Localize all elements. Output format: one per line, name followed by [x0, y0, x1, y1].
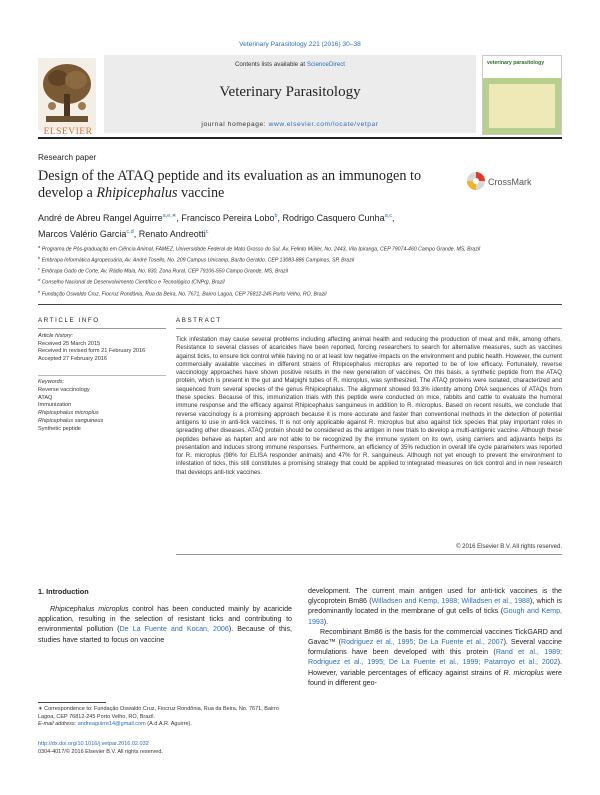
article-info-rule	[38, 328, 166, 329]
homepage-link[interactable]: www.elsevier.com/locate/vetpar	[268, 121, 379, 128]
author-separator: ,	[176, 213, 182, 223]
abstract-heading: ABSTRACT	[176, 317, 222, 324]
reference-link[interactable]: De La Fuente and Kocan, 2006	[119, 625, 229, 634]
intro-text: development. The current main antigen used for anti-tick vaccines is the glycoprotein Bm86 (	[308, 587, 562, 606]
author-name[interactable]: Francisco Pereira Lobo	[181, 213, 275, 223]
affiliation	[38, 254, 562, 265]
title-line-2-italic: Rhipicephalus	[96, 184, 178, 201]
email-suffix: (A.d.A.R. Aguirre).	[145, 721, 192, 728]
journal-header	[38, 55, 562, 141]
reference-link[interactable]: Rodriguez et al., 1995; De La Fuente et al., 2007	[340, 638, 504, 647]
author-affiliation-marker: a,e,∗	[162, 213, 177, 219]
abstract-copyright: © 2016 Elsevier B.V. All rights reserved.	[456, 544, 562, 550]
affiliation	[38, 243, 562, 254]
author-name[interactable]: Renato Andreotti	[138, 228, 206, 239]
correspondence-text: ∗ Correspondence to: Fundação Oswaldo Cruz, Fiocruz Rondônia, Rua da Beira, No. 7671, Bairro Lagoa, CEP 76812-245 Porto Velho, RO, Brazil.	[38, 706, 279, 720]
email-label: E-mail address:	[38, 721, 78, 728]
history-label: Article history:	[38, 333, 74, 339]
keyword-item: Immunization	[38, 402, 72, 409]
affiliation-marker: d	[38, 277, 41, 283]
journal-homepage	[104, 121, 476, 128]
email-line	[38, 721, 292, 729]
affiliation-marker: a	[38, 244, 41, 249]
intro-text: control has been conducted mainly by acaricide application, resulting in the selection of resistant ticks and contributing to environmental pollution (	[38, 605, 293, 634]
abstract-end-rule	[176, 554, 562, 555]
author-name[interactable]: Rodrigo Casquero Cunha	[282, 213, 385, 223]
contents-prefix: Contents lists available at	[234, 61, 307, 68]
introduction-heading: 1. Introduction	[38, 587, 89, 596]
journal-cover-image	[482, 55, 562, 135]
author-separator: ,	[277, 213, 283, 223]
journal-title: Veterinary Parasitology	[219, 84, 361, 100]
keyword-item: ATAQ	[38, 394, 53, 401]
crossmark-icon	[466, 170, 562, 192]
author-list	[38, 210, 558, 241]
sciencedirect-link[interactable]: ScienceDirect	[306, 61, 346, 68]
contents-line	[104, 61, 476, 68]
article-title	[38, 168, 458, 201]
affiliation-text: Embrapa Gado de Corte, Av. Rádio Maia, No. 830, Zona Rural, CEP 79106-550 Campo Grande, MS, Brazil	[41, 269, 288, 276]
author-name[interactable]: Marcos Valério Garcia	[38, 228, 127, 239]
crossmark-badge[interactable]	[466, 170, 562, 192]
abstract-rule	[176, 328, 562, 329]
article-info-heading: ARTICLE INFO	[38, 317, 100, 324]
affiliation	[38, 265, 562, 276]
affiliation	[38, 276, 562, 287]
author[interactable]	[181, 213, 282, 223]
history-revised: Received in revised form 21 February 2016	[38, 348, 146, 355]
history-received: Received 25 March 2015	[38, 340, 101, 347]
intro-text: ). However, variable percentages of efficacy against strains of	[308, 658, 562, 677]
footnote-rule	[38, 702, 106, 703]
affiliation-text: Conselho Nacional de Desenvolvimento Científico e Tecnológico (CNPq), Brazil	[41, 280, 225, 287]
intro-text: ), which is predominantly located in the membrane of gut cells of ticks (	[308, 597, 562, 616]
author-affiliation-marker: c,d	[126, 228, 134, 235]
affiliation-marker: b	[38, 255, 41, 261]
intro-italic: Rhipicephalus microplus	[50, 605, 129, 613]
abstract-text	[176, 336, 562, 477]
author-separator: ,	[391, 213, 395, 223]
article-history	[38, 333, 168, 363]
intro-text: ). Several vaccine formulations have been developed with this protein (	[308, 638, 562, 657]
publisher-name: ELSEVIER	[43, 127, 93, 137]
intro-text: ).	[323, 617, 329, 626]
author[interactable]	[38, 213, 181, 223]
affiliation-marker: c	[38, 266, 40, 272]
intro-text: were found in different geo-	[308, 668, 562, 687]
title-line-2-suffix: vaccine	[177, 184, 225, 201]
keywords-rule	[38, 375, 166, 376]
journal-info-box	[104, 55, 476, 133]
intro-text: ). Because of this, studies have started to focus on vaccine	[38, 625, 292, 644]
affiliation-text: Programa de Pós-graduação em Ciência Animal, FAMEZ, Universidade Federal de Mato Grosso do Sul, Av. Felinto Müller, No. 2443, Vila Ipiranga, CEP 79074-460 Campo Grande, MS, Brazil	[41, 246, 481, 253]
keyword-item: Rhipicephalus sanguineus	[38, 417, 104, 424]
intro-italic: R. microplus	[503, 668, 544, 677]
title-line-2-prefix: develop a	[38, 184, 97, 201]
article-type: Research paper	[38, 153, 97, 162]
introduction-column-2	[308, 586, 562, 688]
reference-link[interactable]: Rand et al., 1989; Rodriguez et al., 1995; De La Fuente et al., 1999; Patarroyo et al., 2002	[308, 648, 562, 667]
header-divider	[38, 137, 562, 139]
author[interactable]	[139, 229, 209, 239]
reference-link[interactable]: Willadsen and Kemp, 1988; Willadsen et al., 1988	[371, 597, 530, 606]
doi-link[interactable]: http://dx.doi.org/10.1016/j.vetpar.2016.02.032	[38, 741, 149, 747]
correspondence-footnote	[38, 706, 292, 729]
keyword-item: Synthetic peptide	[38, 425, 81, 432]
affiliation	[38, 288, 562, 299]
paragraph	[308, 627, 562, 688]
keyword-item: Reverse vaccinology	[38, 386, 90, 393]
cover-title: veterinary parasitology	[487, 60, 545, 66]
affiliation-marker: e	[38, 288, 41, 294]
author[interactable]	[283, 213, 395, 223]
top-citation[interactable]: Veterinary Parasitology 221 (2016) 30–38	[239, 41, 361, 48]
elsevier-tree-logo	[38, 55, 96, 133]
issn-line: 0304-4017/© 2016 Elsevier B.V. All rights reserved.	[38, 749, 163, 755]
keywords-label: Keywords:	[38, 379, 65, 385]
homepage-prefix: journal homepage:	[201, 121, 269, 128]
author-affiliation-marker: b	[274, 213, 278, 219]
affiliation-list	[38, 243, 562, 299]
author[interactable]	[38, 229, 139, 239]
crossmark-label: CrossMark	[488, 177, 532, 187]
paragraph	[308, 586, 562, 627]
intro-text: Recombinant Bm86 is the basis for the commercial vaccines TickGARD and Gavac™ (	[308, 627, 562, 647]
affiliation-text: Embrapa Informática Agropecuária, Av. André Tosello, No. 209 Campus Unicamp, Barão Geraldo, CEP 13083-886 Campinas, SP, Brazil	[41, 257, 355, 264]
author-affiliation-marker: a,c	[384, 213, 392, 219]
affiliation-text: Fundação Oswaldo Cruz, Fiocruz Rondônia, Rua da Beira, No. 7671, Bairro Lagoa, CEP 76812-245 Porto Velho, RO, Brazil	[41, 291, 327, 298]
author-separator: ,	[133, 228, 139, 239]
abstract-body: Tick infestation may cause several problems including affecting animal health and reducing the production of meat and milk, among others. Resistance to several classes of acaricides have been reported, forcing researchers to search for alternative measures, such as vaccines against ticks, to ensure tick control while having no or at least low negative impacts on the environment and public health. However, the current commercially available vaccines in different strains of Rhipicephalus microplus are reported to be of low efficacy. Fortunately, reverse vaccinology approaches have shown positive results in the new generation of vaccines. On this basis, a synthetic peptide from the ATAQ protein, which is present in the gut and Malpighi tubes of R. microplus, was synthesized. The ATAQ proteins were isolated, characterized and sequenced from several species of the genus Rhipicephalus. The alignment showed 93.3% identity among DNA sequences of ATAQs from these species. Because of this, immunization trials with this peptide were conducted on mice, rabbits and cattle to evaluate the humoral immune response and the efficacy against Rhipicephalus sanguineus in addition to R. microplus. Based on recent results, we conclude that reverse vaccinology is a promising approach because it is more accurate and faster than conventional methods in the detection of potential antigens to use in anti-tick vaccines. It is not only applicable against R. microplus but also against tick species that play important roles in spreading other diseases. ATAQ protein should be considered as the antigen in new trials to develop a multi-antigenic vaccine. Although these peptides behave as hapten and are not able to be recognized by the immune system on its own, using carriers and adjuvants helps its presentation and induces strong immune responses. Furthermore, an efficiency of 35% reduction in overall life cycle parameters was reported for R. microplus (98% for ELISA responder animals) and 47% for R. sanguineus. Although not yet enough to prevent the environment to infestation of ticks, this still constitutes a promising strategy that could be applied to integrated measures on tick control and in new research that develops anti-tick vaccines.	[176, 336, 562, 476]
title-line-1: Design of the ATAQ peptide and its evaluation as an immunogen to	[38, 168, 422, 184]
author-affiliation-marker: c	[205, 228, 209, 235]
email-link[interactable]: andreaguirre14@gmail.com	[77, 721, 146, 728]
keyword-item: Rhipicephalus microplus	[38, 410, 99, 417]
introduction-column-1	[38, 604, 292, 645]
affiliation-divider	[38, 304, 562, 305]
author-name[interactable]: André de Abreu Rangel Aguirre	[38, 213, 163, 223]
keywords	[38, 379, 168, 434]
history-accepted: Accepted 27 February 2016	[38, 355, 108, 362]
reference-link[interactable]: Gough and Kemp, 1993	[308, 607, 562, 626]
